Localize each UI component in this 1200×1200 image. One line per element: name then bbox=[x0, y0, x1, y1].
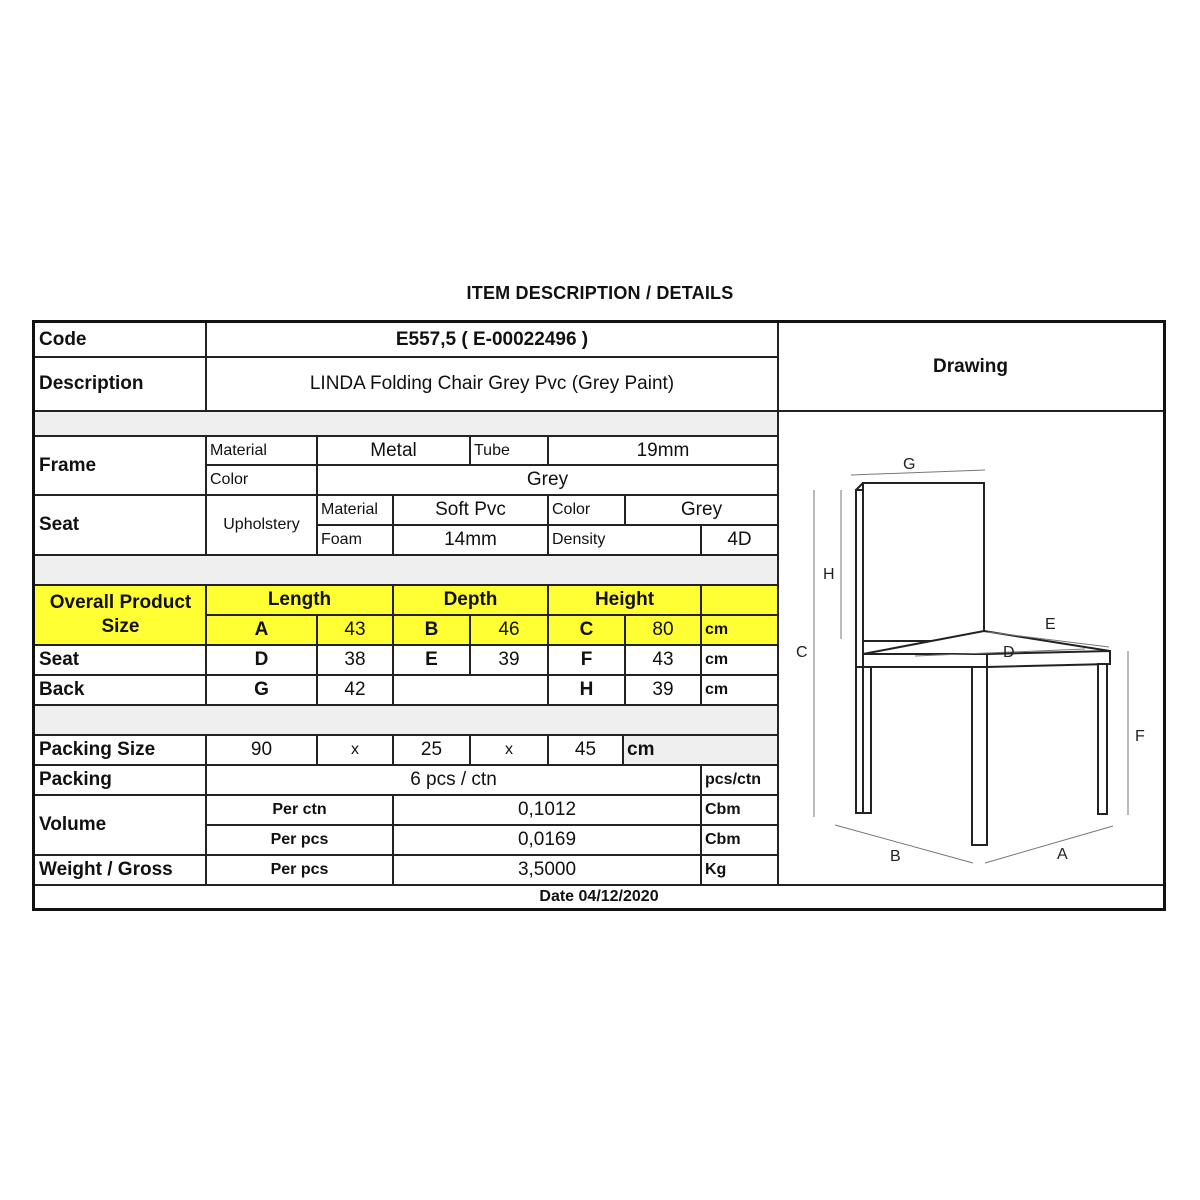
packing-size-label: Packing Size bbox=[39, 739, 156, 760]
foam-label: Foam bbox=[321, 531, 362, 548]
frame-color-value: Grey bbox=[526, 469, 569, 490]
frame-tube-value: 19mm bbox=[636, 439, 690, 461]
dim-h-label: H bbox=[579, 679, 594, 700]
code-value: E557,5 ( E-00022496 ) bbox=[395, 329, 589, 350]
foam-value: 14mm bbox=[444, 529, 497, 550]
dim-f-value: 43 bbox=[652, 649, 674, 670]
packing-times-1: x bbox=[351, 741, 359, 758]
dim-a-label: A bbox=[254, 619, 269, 640]
volume-per-pcs-unit: Cbm bbox=[705, 831, 741, 848]
dim-d-value: 38 bbox=[344, 649, 366, 670]
dimension-label-d: D bbox=[1003, 644, 1015, 661]
description-value: LINDA Folding Chair Grey Pvc (Grey Paint) bbox=[309, 373, 675, 394]
seat-size-label: Seat bbox=[39, 649, 80, 670]
frame-material-value: Metal bbox=[370, 439, 417, 461]
dim-d-label: D bbox=[254, 649, 269, 670]
volume-per-ctn-value: 0,1012 bbox=[517, 799, 577, 820]
dimension-label-a: A bbox=[1057, 846, 1068, 863]
seat-color-label: Color bbox=[552, 501, 591, 518]
weight-value: 3,5000 bbox=[517, 859, 577, 880]
chair-outline bbox=[856, 483, 1110, 845]
frame-label: Frame bbox=[39, 454, 97, 476]
dimension-label-h: H bbox=[823, 566, 835, 583]
dim-b-label: B bbox=[424, 619, 439, 640]
dim-e-label: E bbox=[425, 649, 438, 670]
dim-a-value: 43 bbox=[344, 619, 366, 640]
packing-height: 45 bbox=[574, 739, 597, 760]
weight-per-pcs-label: Per pcs bbox=[270, 861, 329, 878]
packing-width: 25 bbox=[420, 739, 443, 760]
weight-label: Weight / Gross bbox=[39, 859, 173, 880]
seat-material-label: Material bbox=[321, 501, 378, 518]
height-header: Height bbox=[594, 589, 655, 610]
frame-material-label: Material bbox=[210, 441, 267, 459]
code-label: Code bbox=[39, 329, 87, 350]
dim-g-label: G bbox=[254, 679, 269, 700]
density-label: Density bbox=[552, 531, 606, 548]
seat-color-value: Grey bbox=[680, 499, 723, 520]
dim-c-label: C bbox=[579, 619, 594, 640]
seat-material-value: Soft Pvc bbox=[435, 499, 506, 520]
volume-label: Volume bbox=[39, 814, 107, 835]
back-size-label: Back bbox=[39, 679, 85, 700]
upholstery-label: Upholstery bbox=[223, 516, 300, 533]
dim-c-value: 80 bbox=[652, 619, 674, 640]
seat-size-unit: cm bbox=[705, 651, 729, 668]
dim-b-value: 46 bbox=[498, 619, 520, 640]
frame-color-label: Color bbox=[210, 471, 249, 488]
packing-label: Packing bbox=[39, 769, 112, 790]
drawing-header: Drawing bbox=[933, 356, 1008, 377]
dimension-label-b: B bbox=[890, 848, 901, 865]
volume-per-ctn-unit: Cbm bbox=[705, 801, 741, 818]
overall-size-label: Overall Product Size bbox=[49, 592, 192, 637]
date-footer: Date 04/12/2020 bbox=[539, 887, 659, 905]
dim-g-value: 42 bbox=[344, 679, 366, 700]
packing-length: 90 bbox=[250, 739, 273, 760]
document-title: ITEM DESCRIPTION / DETAILS bbox=[466, 283, 734, 303]
dimension-label-c: C bbox=[796, 644, 808, 661]
dimension-label-g: G bbox=[903, 456, 916, 473]
dimension-label-f: F bbox=[1135, 728, 1145, 745]
back-size-unit: cm bbox=[705, 681, 729, 698]
depth-header: Depth bbox=[443, 589, 498, 610]
length-header: Length bbox=[267, 589, 332, 610]
weight-unit: Kg bbox=[705, 861, 727, 878]
packing-unit: pcs/ctn bbox=[705, 771, 762, 788]
dim-h-value: 39 bbox=[652, 679, 674, 700]
item-details-sheet bbox=[32, 320, 1166, 911]
dim-e-value: 39 bbox=[498, 649, 520, 670]
packing-times-2: x bbox=[505, 741, 513, 758]
frame-tube-label: Tube bbox=[474, 441, 510, 459]
volume-per-pcs-label: Per pcs bbox=[270, 831, 329, 848]
packing-value: 6 pcs / ctn bbox=[410, 769, 497, 790]
seat-spec-label: Seat bbox=[39, 514, 80, 535]
chair-drawing bbox=[35, 323, 1163, 908]
overall-unit: cm bbox=[705, 621, 729, 638]
dim-f-label: F bbox=[580, 649, 593, 670]
packing-size-unit: cm bbox=[627, 739, 655, 760]
description-label: Description bbox=[39, 373, 144, 394]
density-value: 4D bbox=[727, 529, 752, 550]
volume-per-ctn-label: Per ctn bbox=[272, 801, 327, 818]
volume-per-pcs-value: 0,0169 bbox=[517, 829, 577, 850]
dimension-label-e: E bbox=[1045, 616, 1056, 633]
